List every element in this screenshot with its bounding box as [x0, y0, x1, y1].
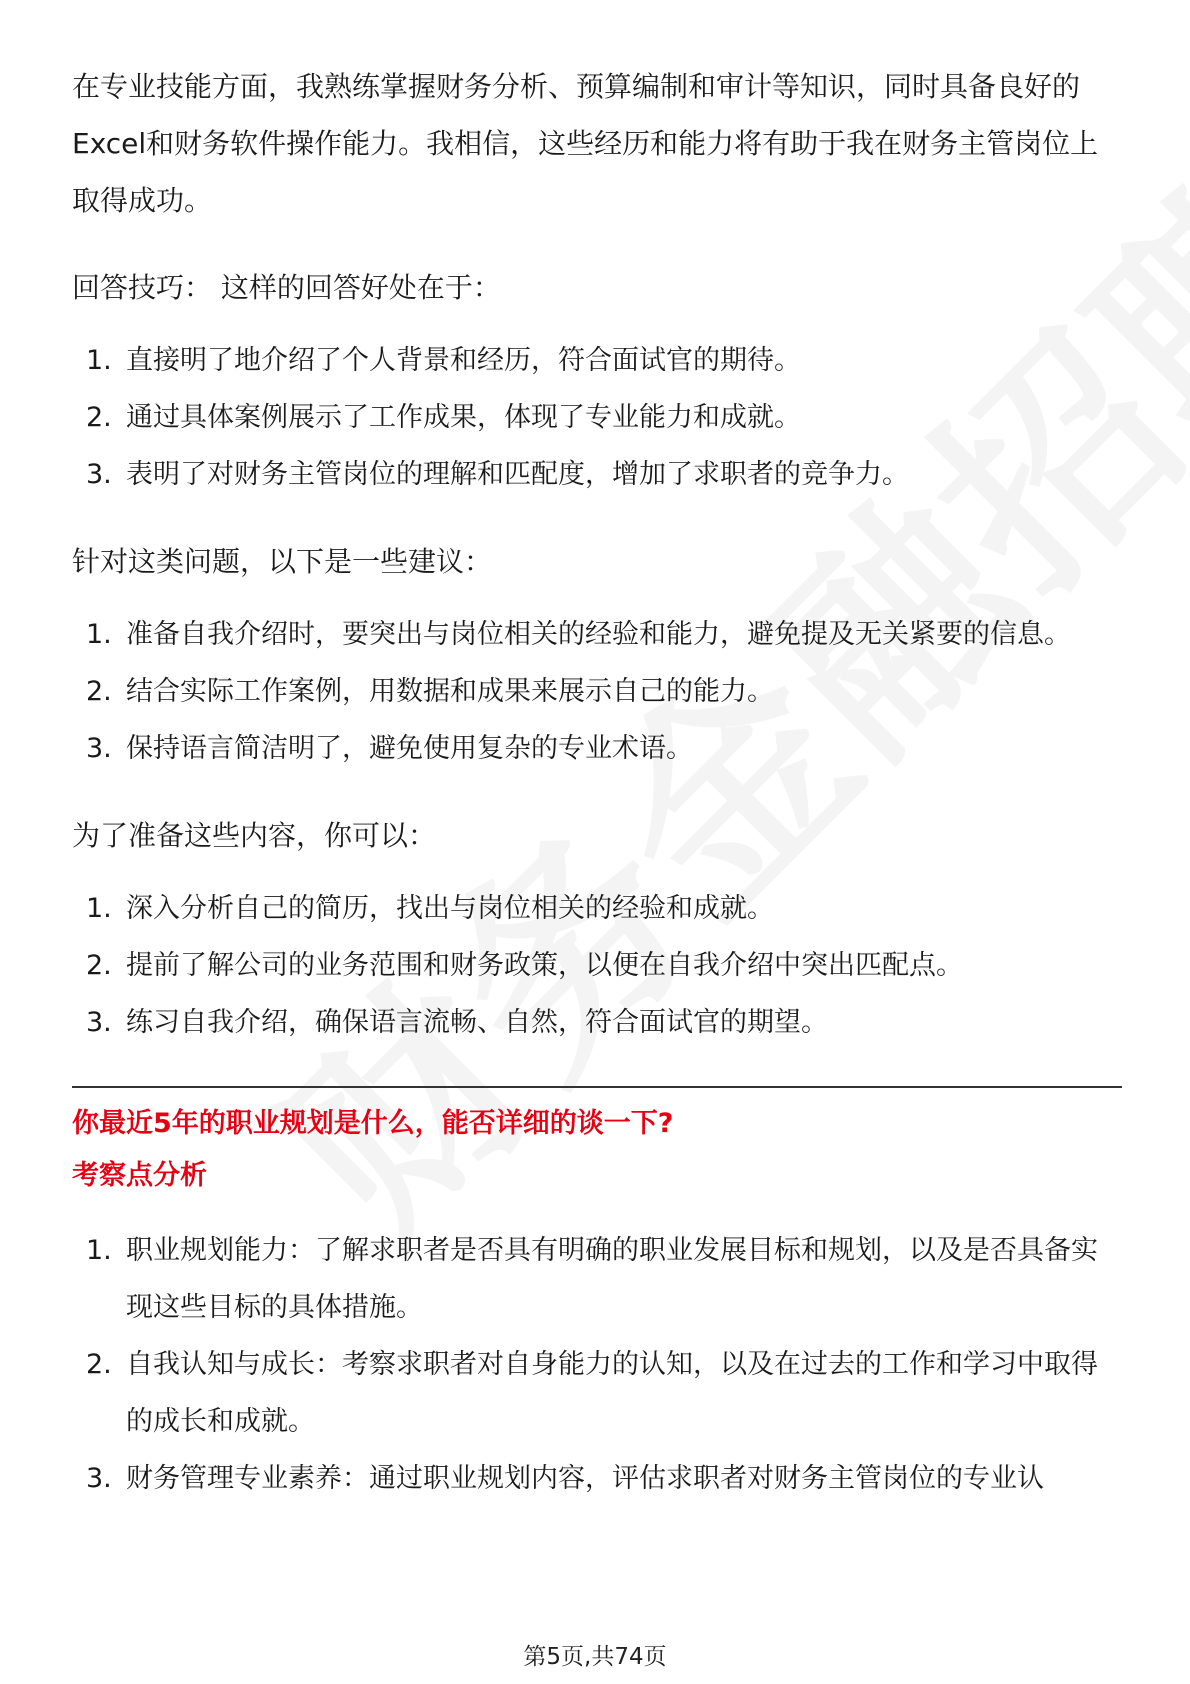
list-item: 2. 通过具体案例展示了工作成果，体现了专业能力和成就。: [86, 402, 801, 433]
prep-heading: 为了准备这些内容，你可以：: [72, 819, 437, 852]
document-body: [72, 58, 1122, 1507]
list-item: 3. 练习自我介绍，确保语言流畅、自然，符合面试官的期望。: [86, 1007, 828, 1038]
advice-list: [72, 606, 1122, 777]
list-item: 2. 结合实际工作案例，用数据和成果来展示自己的能力。: [86, 676, 774, 707]
question-title: 你最近5年的职业规划是什么，能否详细的谈一下?: [72, 1108, 674, 1139]
tips-heading: 回答技巧： 这样的回答好处在于：: [72, 271, 501, 304]
list-item: 2. 自我认知与成长：考察求职者对自身能力的认知，以及在过去的工作和学习中取得的成长和成就。: [86, 1349, 1098, 1437]
tips-list: [72, 332, 1122, 503]
list-item: 3. 保持语言简洁明了，避免使用复杂的专业术语。: [86, 733, 693, 764]
analysis-heading: 考察点分析: [72, 1160, 207, 1191]
list-item: 2. 提前了解公司的业务范围和财务政策，以便在自我介绍中突出匹配点。: [86, 950, 963, 981]
list-item: 1. 直接明了地介绍了个人背景和经历，符合面试官的期待。: [86, 345, 801, 376]
list-item: 3. 财务管理专业素养：通过职业规划内容，评估求职者对财务主管岗位的专业认: [86, 1463, 1044, 1494]
prep-list: [72, 880, 1122, 1051]
list-item: 1. 深入分析自己的简历，找出与岗位相关的经验和成就。: [86, 893, 774, 924]
list-item: 3. 表明了对财务主管岗位的理解和匹配度，增加了求职者的竞争力。: [86, 459, 909, 490]
section-divider: [72, 1086, 1122, 1088]
page-number: 第5页,共74页: [523, 1644, 667, 1670]
advice-heading: 针对这类问题，以下是一些建议：: [72, 545, 493, 578]
analysis-list: [72, 1222, 1122, 1507]
list-item: 1. 职业规划能力：了解求职者是否具有明确的职业发展目标和规划，以及是否具备实现这些目标的具体措施。: [86, 1235, 1098, 1323]
list-item: 1. 准备自我介绍时，要突出与岗位相关的经验和能力，避免提及无关紧要的信息。: [86, 619, 1071, 650]
intro-paragraph: 在专业技能方面，我熟练掌握财务分析、预算编制和审计等知识，同时具备良好的Excel和财务软件操作能力。我相信，这些经历和能力将有助于我在财务主管岗位上取得成功。: [72, 70, 1099, 217]
